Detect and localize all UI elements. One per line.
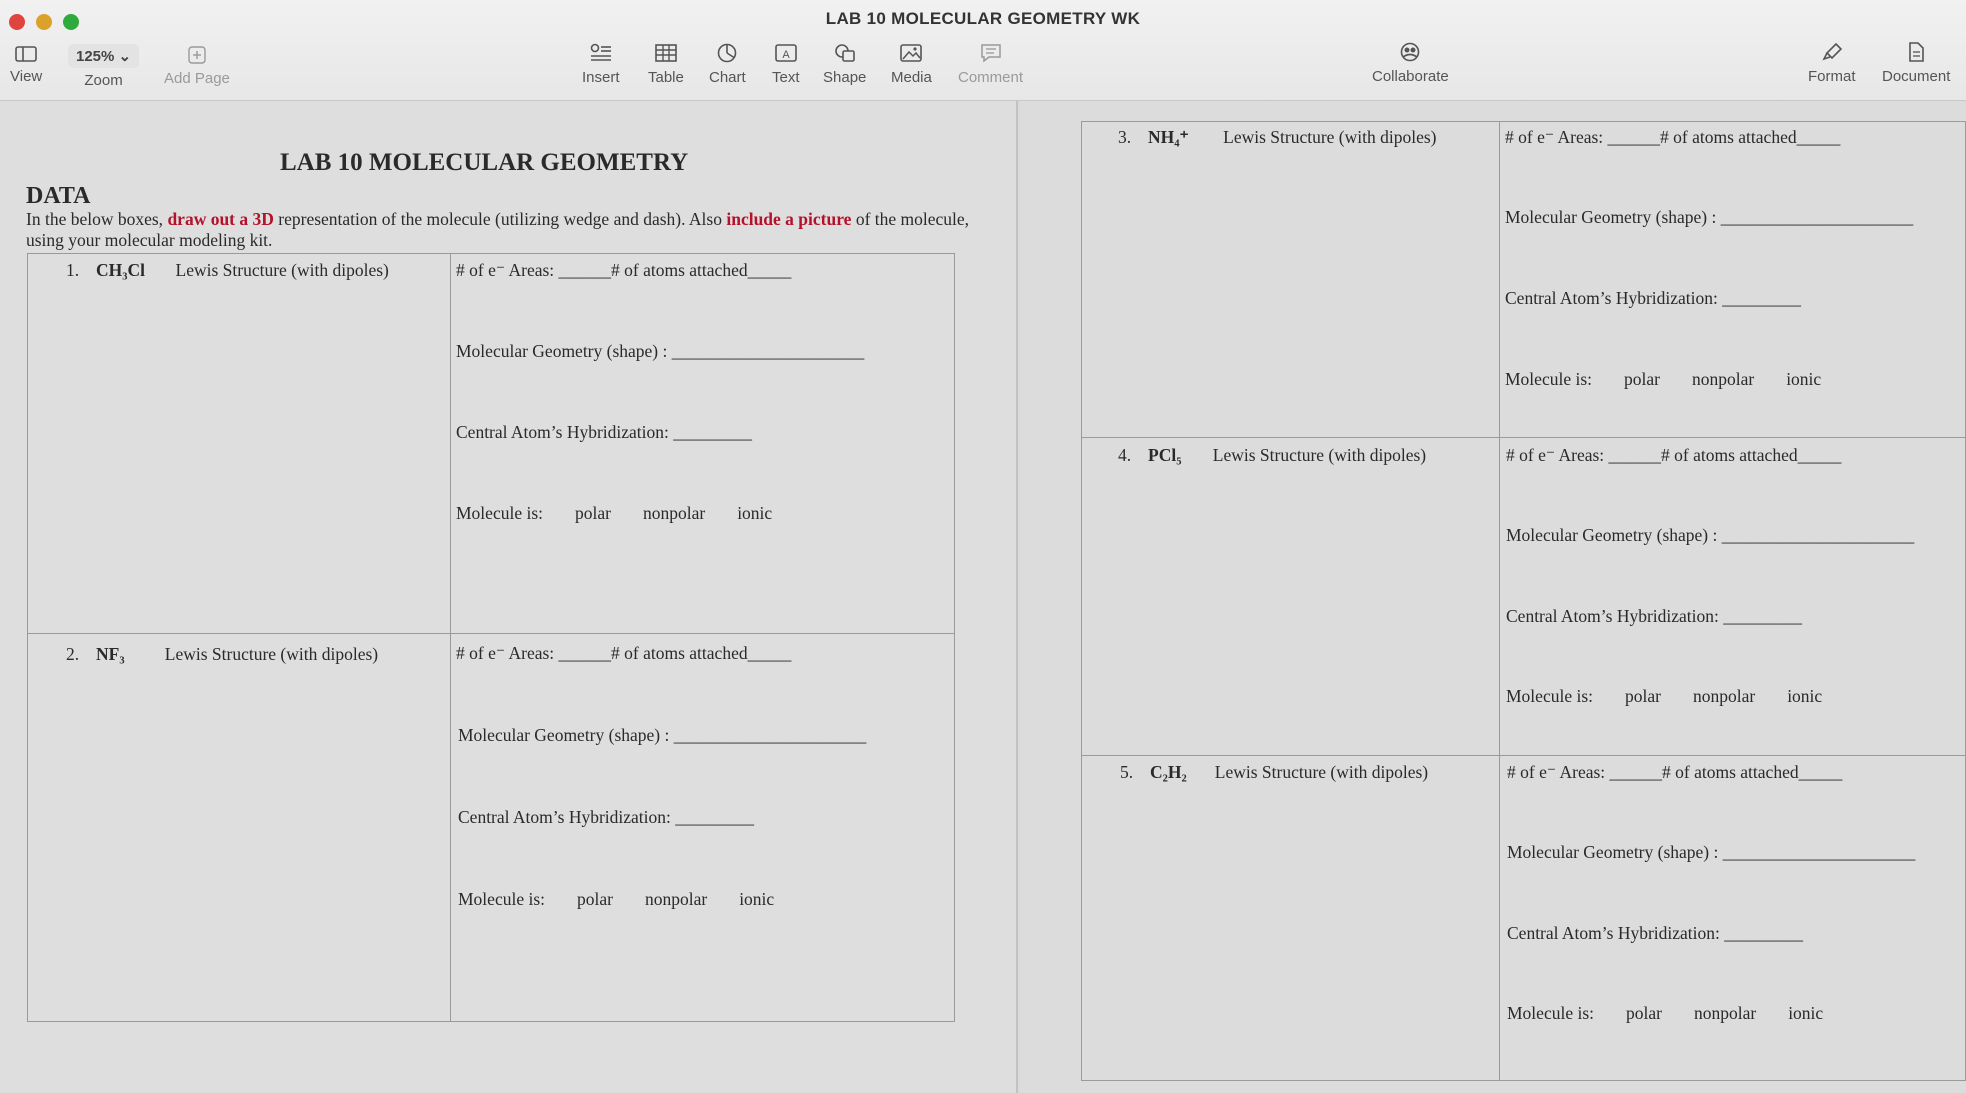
insert-icon: [590, 43, 612, 63]
zoom-control[interactable]: 125% ⌄ Zoom: [68, 44, 139, 89]
collaborate-icon: [1398, 42, 1422, 62]
option-polar[interactable]: polar: [1626, 1003, 1662, 1023]
table-icon: [655, 43, 677, 63]
molecule-5-header: 5. C₂H₂ Lewis Structure (with dipoles): [1120, 762, 1429, 782]
molecule-1-e-areas[interactable]: # of e⁻ Areas: ______# of atoms attached_____: [456, 260, 792, 280]
molecule-2-type: Molecule is: polar nonpolar ionic: [458, 889, 775, 909]
molecule-3-header: 3. NH₄⁺ Lewis Structure (with dipoles): [1118, 127, 1437, 147]
molecule-4-e-areas[interactable]: # of e⁻ Areas: ______# of atoms attached_____: [1506, 445, 1842, 465]
page-left[interactable]: [0, 101, 1018, 1093]
molecule-1-header: 1. CH₃Cl Lewis Structure (with dipoles): [66, 260, 389, 280]
page-right[interactable]: [1020, 101, 1966, 1093]
option-polar[interactable]: polar: [575, 503, 611, 523]
text-box-icon: [775, 43, 797, 63]
option-polar[interactable]: polar: [1624, 369, 1660, 389]
option-ionic[interactable]: ionic: [1788, 1003, 1824, 1023]
molecule-4-hybridization[interactable]: Central Atom’s Hybridization: _________: [1506, 606, 1803, 626]
collaborate-button[interactable]: Collaborate: [1372, 42, 1449, 85]
option-polar[interactable]: polar: [1625, 686, 1661, 706]
comment-button[interactable]: Comment: [958, 43, 1023, 86]
data-heading: DATA: [26, 183, 91, 209]
document-icon: [1905, 42, 1927, 62]
molecule-1-hybridization[interactable]: Central Atom’s Hybridization: _________: [456, 422, 753, 442]
option-nonpolar[interactable]: nonpolar: [644, 889, 708, 909]
toolbar: [0, 0, 1966, 101]
shape-icon: [834, 43, 856, 63]
molecule-5-geometry[interactable]: Molecular Geometry (shape) : ______________________: [1507, 842, 1916, 862]
option-polar[interactable]: polar: [577, 889, 613, 909]
molecule-5-e-areas[interactable]: # of e⁻ Areas: ______# of atoms attached_____: [1507, 762, 1843, 782]
molecule-2-geometry[interactable]: Molecular Geometry (shape) : ______________________: [458, 725, 867, 745]
molecule-3-geometry[interactable]: Molecular Geometry (shape) : ______________________: [1505, 207, 1914, 227]
molecule-1-type: Molecule is: polar nonpolar ionic: [456, 503, 773, 523]
window-title: LAB 10 MOLECULAR GEOMETRY WK: [825, 9, 1141, 28]
option-ionic[interactable]: ionic: [1786, 369, 1822, 389]
insert-button[interactable]: Insert: [582, 43, 620, 86]
document-button[interactable]: Document: [1882, 42, 1950, 85]
molecule-2-e-areas[interactable]: # of e⁻ Areas: ______# of atoms attached_____: [456, 643, 792, 663]
media-button[interactable]: Media: [891, 43, 932, 86]
add-page-button[interactable]: Add Page: [164, 46, 230, 87]
comment-icon: [980, 43, 1002, 63]
molecule-1-geometry[interactable]: Molecular Geometry (shape) : ______________________: [456, 341, 865, 361]
molecule-3-type: Molecule is: polar nonpolar ionic: [1505, 369, 1822, 389]
molecule-4-header: 4. PCl₅ Lewis Structure (with dipoles): [1118, 445, 1427, 465]
molecule-5-hybridization[interactable]: Central Atom’s Hybridization: _________: [1507, 923, 1804, 943]
molecule-4-type: Molecule is: polar nonpolar ionic: [1506, 686, 1823, 706]
option-nonpolar[interactable]: nonpolar: [1691, 369, 1755, 389]
molecule-4-geometry[interactable]: Molecular Geometry (shape) : ______________________: [1506, 525, 1915, 545]
zoom-select[interactable]: 125% ⌄: [68, 44, 139, 68]
option-nonpolar[interactable]: nonpolar: [1692, 686, 1756, 706]
document-title: LAB 10 MOLECULAR GEOMETRY: [280, 149, 689, 176]
instructions: In the below boxes, draw out a 3D representation of the molecule (utilizing wedge and dash). Also include a picture of the molecule, using your molecular modeling kit.: [26, 209, 970, 250]
shape-button[interactable]: Shape: [823, 43, 866, 86]
molecule-3-e-areas[interactable]: # of e⁻ Areas: ______# of atoms attached_____: [1505, 127, 1841, 147]
paintbrush-icon: [1821, 42, 1843, 62]
text-button[interactable]: A Text: [772, 43, 800, 86]
molecule-2-header: 2. NF₃ Lewis Structure (with dipoles): [66, 644, 379, 664]
molecule-3-hybridization[interactable]: Central Atom’s Hybridization: _________: [1505, 288, 1802, 308]
molecule-2-hybridization[interactable]: Central Atom’s Hybridization: _________: [458, 807, 755, 827]
format-button[interactable]: Format: [1808, 42, 1856, 85]
chart-button[interactable]: Chart: [709, 43, 746, 86]
option-nonpolar[interactable]: nonpolar: [1693, 1003, 1757, 1023]
option-ionic[interactable]: ionic: [737, 503, 773, 523]
pie-chart-icon: [716, 43, 738, 63]
option-ionic[interactable]: ionic: [739, 889, 775, 909]
document-canvas[interactable]: [0, 101, 1966, 1093]
add-page-icon: [188, 46, 206, 64]
option-ionic[interactable]: ionic: [1787, 686, 1823, 706]
sidebar-icon: [15, 46, 37, 62]
image-icon: [900, 43, 922, 63]
option-nonpolar[interactable]: nonpolar: [642, 503, 706, 523]
molecule-5-type: Molecule is: polar nonpolar ionic: [1507, 1003, 1824, 1023]
chevron-down-icon: ⌄: [118, 48, 132, 65]
svg-text:A: A: [782, 49, 790, 61]
table-button[interactable]: Table: [648, 43, 684, 86]
view-button[interactable]: View: [10, 46, 42, 85]
